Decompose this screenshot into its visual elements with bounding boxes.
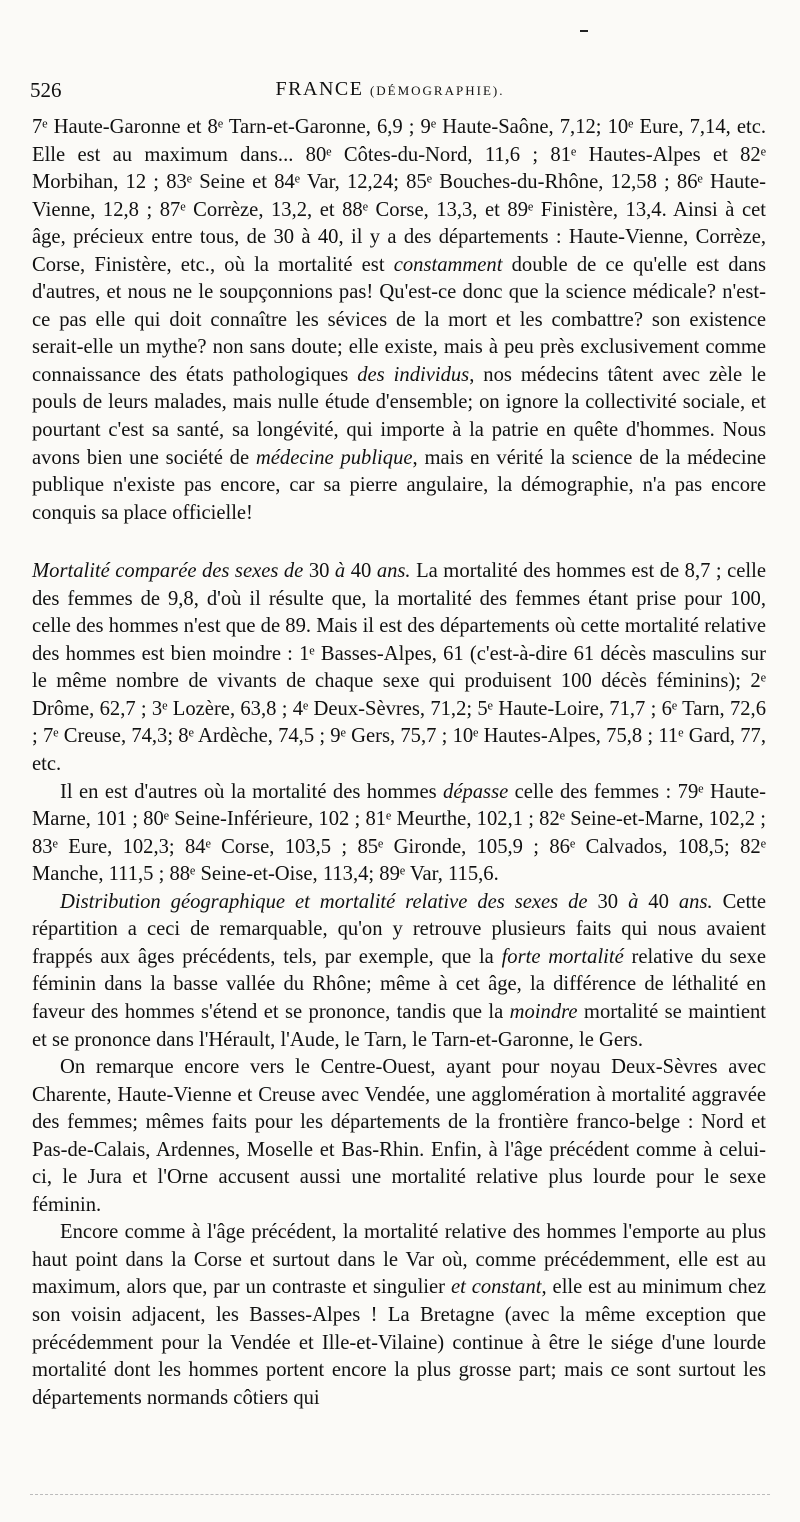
italic-text: forte mortalité xyxy=(501,945,624,968)
text-run: La mortalité des hommes est de 8,7 ; celle des femmes de 9,8, d'où il résulte que, la mortalité des femmes étant prise pour 100, celle des hommes n'est que de 89. Mais il est des départements où cette mortalité relative des hommes est bien moindre : 1ᵉ Basses-Alpes, 61 (c'est-à-dire 61 décès masculins sur le même nombre de vivants de chaque sexe qui produisent 100 décès féminins); 2ᵉ Drôme, 62,7 ; 3ᵉ Lozère, 63,8 ; 4ᵉ Deux-Sèvres, 71,2; 5ᵉ Haute-Loire, 71,7 ; 6ᵉ Tarn, 72,6 ; 7ᵉ Creuse, 74,3; 8ᵉ Ardèche, 74,5 ; 9ᵉ Gers, 75,7 ; 10ᵉ Hautes-Alpes, 75,8 ; 11ᵉ Gard, 77, etc. xyxy=(32,560,767,776)
page-number: 526 xyxy=(30,78,62,102)
paragraph xyxy=(32,1219,766,1412)
italic-text: ans. xyxy=(678,890,713,913)
text-run: , nos médecins tâtent avec zèle le pouls de leurs malades, mais nulle étude d'ensemble; on ignore la collectivité sociale, et pourtant c'est sa santé, sa longévité, qui importe à la patrie en quête d'hommes. Nous avons bien une société de xyxy=(32,363,766,469)
text-run: mortalité se maintient et se prononce dans l'Hérault, l'Aude, le Tarn, le Tarn-et-Garonne, le Gers. xyxy=(32,1000,766,1051)
running-title-sub: (DÉMOGRAPHIE). xyxy=(369,83,505,98)
text-run: double de ce qu'elle est dans d'autres, et nous ne le soupçonnions pas! Qu'est-ce donc que la science médicale? n'est-ce pas elle qui doit connaître les sévices de la mort et les combattre? son existence serait-elle un mythe? non sans doute; elle existe, mais à peu près exclusivement comme connaissance des états pathologiques xyxy=(32,253,767,386)
paragraph xyxy=(32,779,766,889)
running-title-main: FRANCE xyxy=(275,78,364,100)
italic-text: à xyxy=(334,560,346,583)
italic-text: des individus xyxy=(357,363,470,386)
print-mark xyxy=(580,30,588,32)
text-run: , mais en vérité la science de la médecine publique n'existe pas encore, car sa pierre angulaire, la démographie, n'a pas encore conquis sa place officielle! xyxy=(32,446,767,524)
italic-text: ans. xyxy=(376,560,411,583)
text-run: , elle est au minimum chez son voisin adjacent, les Basses-Alpes ! La Bretagne (avec la même exception que précédemment pour la Vendée et Ille-et-Vilaine) continue à être le siége d'une lourde mortalité dont les hommes portent encore la plus grosse part; mais ce sont surtout les départements normands côtiers qui xyxy=(32,1276,767,1409)
text-run: 40 xyxy=(345,560,377,583)
text-run: On remarque encore vers le Centre-Ouest, ayant pour noyau Deux-Sèvres avec Charente, Haute-Vienne et Creuse avec Vendée, une agglomération à mortalité aggravée des femmes; mêmes faits pour les départements de la frontière franco-belge : Nord et Pas-de-Calais, Ardennes, Moselle et Bas-Rhin. Enfin, à l'âge précédent comme à celui-ci, le Jura et l'Orne accusent aussi une mortalité relative plus lourde pour le sexe féminin. xyxy=(32,1056,766,1216)
running-header xyxy=(30,78,750,104)
text-run: celle des femmes : 79ᵉ Haute-Marne, 101 ; 80ᵉ Seine-Inférieure, 102 ; 81ᵉ Meurthe, 102,1 ; 82ᵉ Seine-et-Marne, 102,2 ; 83ᵉ Eure, 102,3; 84ᵉ Corse, 103,5 ; 85ᵉ Gironde, 105,9 ; 86ᵉ Calvados, 108,5; 82ᵉ Manche, 111,5 ; 88ᵉ Seine-et-Oise, 113,4; 89ᵉ Var, 115,6. xyxy=(32,780,766,886)
body-text xyxy=(32,114,766,1412)
italic-text: dépasse xyxy=(443,780,509,803)
paragraph xyxy=(32,889,766,1054)
bottom-rule xyxy=(30,1494,770,1495)
paragraph xyxy=(32,1054,766,1219)
text-run: Encore comme à l'âge précédent, la mortalité relative des hommes l'emporte au plus haut point dans la Corse et surtout dans le Var où, comme précédemment, elle est au maximum, alors que, par un contraste et singulier xyxy=(32,1221,766,1299)
text-run: 40 xyxy=(638,890,679,913)
text-run: 7ᵉ Haute-Garonne et 8ᵉ Tarn-et-Garonne, 6,9 ; 9ᵉ Haute-Saône, 7,12; 10ᵉ Eure, 7,14, etc. Elle est au maximum dans... 80ᵉ Côtes-du-Nord, 11,6 ; 81ᵉ Hautes-Alpes et 82ᵉ Morbihan, 12 ; 83ᵉ Seine et 84ᵉ Var, 12,24; 85ᵉ Bouches-du-Rhône, 12,58 ; 86ᵉ Haute-Vienne, 12,8 ; 87ᵉ Corrèze, 13,2, et 88ᵉ Corse, 13,3, et 89ᵉ Finistère, 13,4. Ainsi à cet âge, précieux entre tous, de 30 à 40, il y a des départements : Haute-Vienne, Corrèze, Corse, Finistère, etc., où la mortalité est xyxy=(32,116,766,276)
text-run: relative du sexe féminin dans la basse vallée du Rhône; même à cet âge, la différence de léthalité en faveur des hommes s'étend et se prononce, tandis que la xyxy=(32,945,766,1023)
text-run: Cette répartition a ceci de remarquable, qu'on y retrouve plusieurs faits qui nous avaient frappés aux âges précédents, tels, par exemple, que la xyxy=(32,890,767,968)
italic-text: constamment xyxy=(393,253,503,276)
text-run: Il en est d'autres où la mortalité des hommes xyxy=(60,780,444,803)
italic-text: et constant xyxy=(450,1276,542,1299)
text-run: 30 xyxy=(303,560,335,583)
italic-text: Mortalité comparée des sexes de xyxy=(32,560,304,583)
paragraph xyxy=(32,558,766,778)
italic-text: médecine publique xyxy=(255,446,413,469)
text-run: 30 xyxy=(587,890,629,913)
italic-text: Distribution géographique et mortalité relative des sexes de xyxy=(60,890,588,913)
running-title xyxy=(30,78,750,101)
italic-text: moindre xyxy=(509,1000,578,1023)
paragraph xyxy=(32,114,766,527)
italic-text: à xyxy=(628,890,639,913)
